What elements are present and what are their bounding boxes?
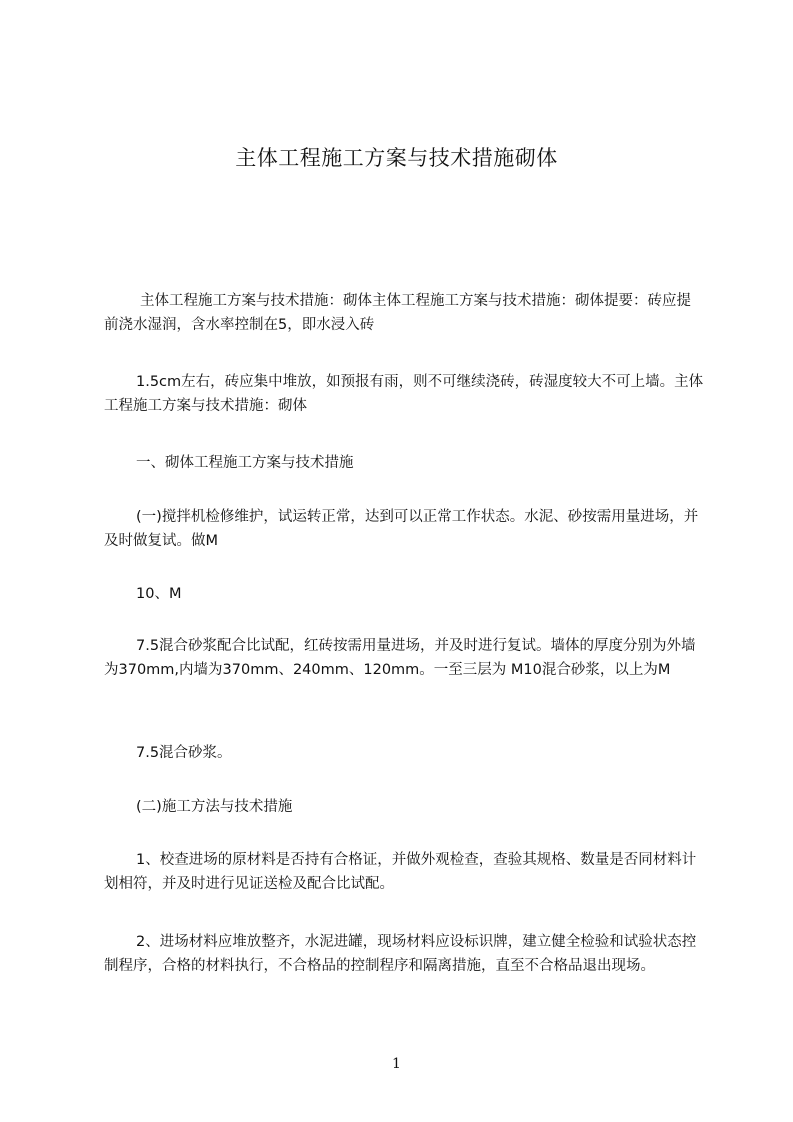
paragraph-mix-trial: 7.5混合砂浆配合比试配，红砖按需用量进场，并及时进行复试。墙体的厚度分别为外墙为370mm,内墙为370mm、240mm、120mm。一至三层为 M10混合砂浆，以上为M <box>104 638 696 678</box>
paragraph-mortar-end: 7.5混合砂浆。 <box>136 745 232 761</box>
paragraph-mortar-grade: 10、M <box>136 586 182 602</box>
page-title: 主体工程施工方案与技术措施砌体 <box>235 146 558 170</box>
section-heading-2: (二)施工方法与技术措施 <box>136 799 293 815</box>
paragraph-material-check: 1、校查进场的原材料是否持有合格证，并做外观检查，查验其规格、数量是否同材料计划相符，并及时进行见证送检及配合比试配。 <box>104 852 697 892</box>
paragraph-brick-wetting: 1.5cm左右，砖应集中堆放，如预报有雨，则不可继续浇砖，砖湿度较大不可上墙。主体工程施工方案与技术措施：砌体 <box>104 374 704 414</box>
page-number: 1 <box>392 1056 401 1072</box>
paragraph-material-storage: 2、进场材料应堆放整齐，水泥进罐，现场材料应设标识牌，建立健全检验和试验状态控制程序，合格的材料执行，不合格品的控制程序和隔离措施，直至不合格品退出现场。 <box>104 934 697 974</box>
paragraph-mixer: (一)搅拌机检修维护，试运转正常，达到可以正常工作状态。水泥、砂按需用量进场，并及时做复试。做M <box>104 509 699 549</box>
section-heading-1: 一、砌体工程施工方案与技术措施 <box>136 455 354 471</box>
paragraph-intro: 主体工程施工方案与技术措施：砌体主体工程施工方案与技术措施：砌体提要：砖应提前浇水湿润，含水率控制在5，即水浸入砖 <box>104 293 691 333</box>
